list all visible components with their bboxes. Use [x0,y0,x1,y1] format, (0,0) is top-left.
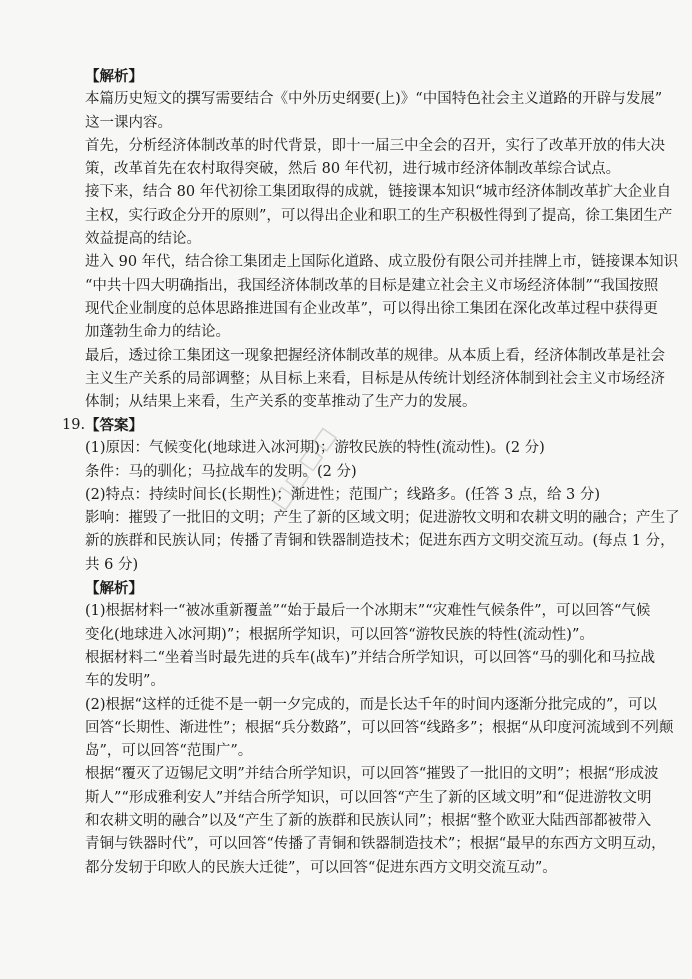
section-a-analysis [85,65,679,414]
text-line: 策，改革首先在农村取得突破，然后 80 年代初，进行城市经济体制改革综合试点。 [85,161,621,178]
analysis-line: 根据“覆灭了迈锡尼文明”并结合所学知识，可以回答“摧毁了一批旧的文明”；根据“形成波 [85,766,659,783]
question-19 [85,414,680,880]
answer-line: (2)特点：持续时间长(长期性)；渐进性；范围广；线路多。(任答 3 点，给 3 分) [85,486,601,503]
analysis-heading: 【解析】 [85,580,143,598]
analysis-line: 和农耕文明的融合”以及“产生了新的族群和民族认同”；根据“整个欧亚大陆西部都被带入 [85,813,652,830]
text-line: 加蓬勃生命力的结论。 [85,324,230,341]
answer-line: 共 6 分) [85,556,139,573]
question-number: 19. [62,417,86,433]
analysis-line: 青铜与铁器时代”，可以回答“传播了青铜和铁器制造技术”；根据“最早的东西方文明互动， [85,836,666,853]
text-line: 效益提高的结论。 [85,231,201,248]
answer-heading: 【答案】 [85,417,143,434]
answer-line: 影响：摧毁了一批旧的文明；产生了新的区域文明；促进游牧文明和农耕文明的融合；产生了 [85,510,680,527]
analysis-line: 变化(地球进入冰河期)”；根据所学知识，可以回答“游牧民族的特性(流动性)”。 [85,626,594,643]
text-line: 现代企业制度的总体思路推进国有企业改革”，可以得出徐工集团在深化改革过程中获得更 [85,300,658,317]
text-line: 主权，实行政企分开的原则”，可以得出企业和职工的生产积极性得到了提高，徐工集团生产 [85,207,673,224]
analysis-line: 车的发明”。 [85,673,165,690]
text-line: 接下来，结合 80 年代初徐工集团取得的成就，链接课本知识“城市经济体制改革扩大企业自 [85,184,672,201]
analysis-heading: 【解析】 [85,68,143,85]
text-line: 进入 90 年代，结合徐工集团走上国际化道路、成立股份有限公司并挂牌上市，链接课本知识 [85,254,679,271]
analysis-line: 斯人”“形成雅利安人”并结合所学知识，可以回答“产生了新的区域文明”和“促进游牧文明 [85,789,652,806]
text-line: 这一课内容。 [85,114,172,131]
analysis-line: (2)根据“这样的迁徙不是一朝一夕完成的，而是长达千年的时间内逐渐分批完成的”，可以 [85,696,657,713]
analysis-line: 岛”，可以回答“范围广”。 [85,743,253,760]
text-line: 主义生产关系的局部调整；从目标上来看，目标是从传统计划经济体制到社会主义市场经济 [85,370,665,387]
analysis-line: 都分发轫于印欧人的民族大迁徙”，可以回答“促进东西方文明交流互动”。 [85,859,557,876]
answer-line: 新的族群和民族认同；传播了青铜和铁器制造技术；促进东西方文明交流互动。(每点 1 分， [85,533,675,550]
text-line: 首先，分析经济体制改革的时代背景，即十一届三中全会的召开，实行了改革开放的伟大决 [85,137,665,154]
text-line: 本篇历史短文的撰写需要结合《中外历史纲要(上)》“中国特色社会主义道路的开辟与发展” [85,91,663,108]
answer-line: 条件：马的驯化；马拉战车的发明。(2 分) [85,463,357,480]
analysis-line: (1)根据材料一“被冰重新覆盖”“始于最后一个冰期末”“灾难性气候条件”，可以回答“气候 [85,603,651,620]
text-line: 体制；从结果上来看，生产关系的变革推动了生产力的发展。 [85,394,477,411]
answer-line: (1)原因：气候变化(地球进入冰河期)；游牧民族的特性(流动性)。(2 分) [85,440,545,457]
text-line: “中共十四大明确指出，我国经济体制改革的目标是建立社会主义市场经济体制”“我国按照 [85,277,659,294]
analysis-line: 根据材料二“坐着当时最先进的兵车(战车)”并结合所学知识，可以回答“马的驯化和马拉战 [85,649,656,666]
text-line: 最后，透过徐工集团这一现象把握经济体制改革的规律。从本质上看，经济体制改革是社会 [85,347,665,364]
analysis-line: 回答“长期性、渐进性”；根据“兵分数路”，可以回答“线路多”；根据“从印度河流域到不列颠 [85,719,674,736]
